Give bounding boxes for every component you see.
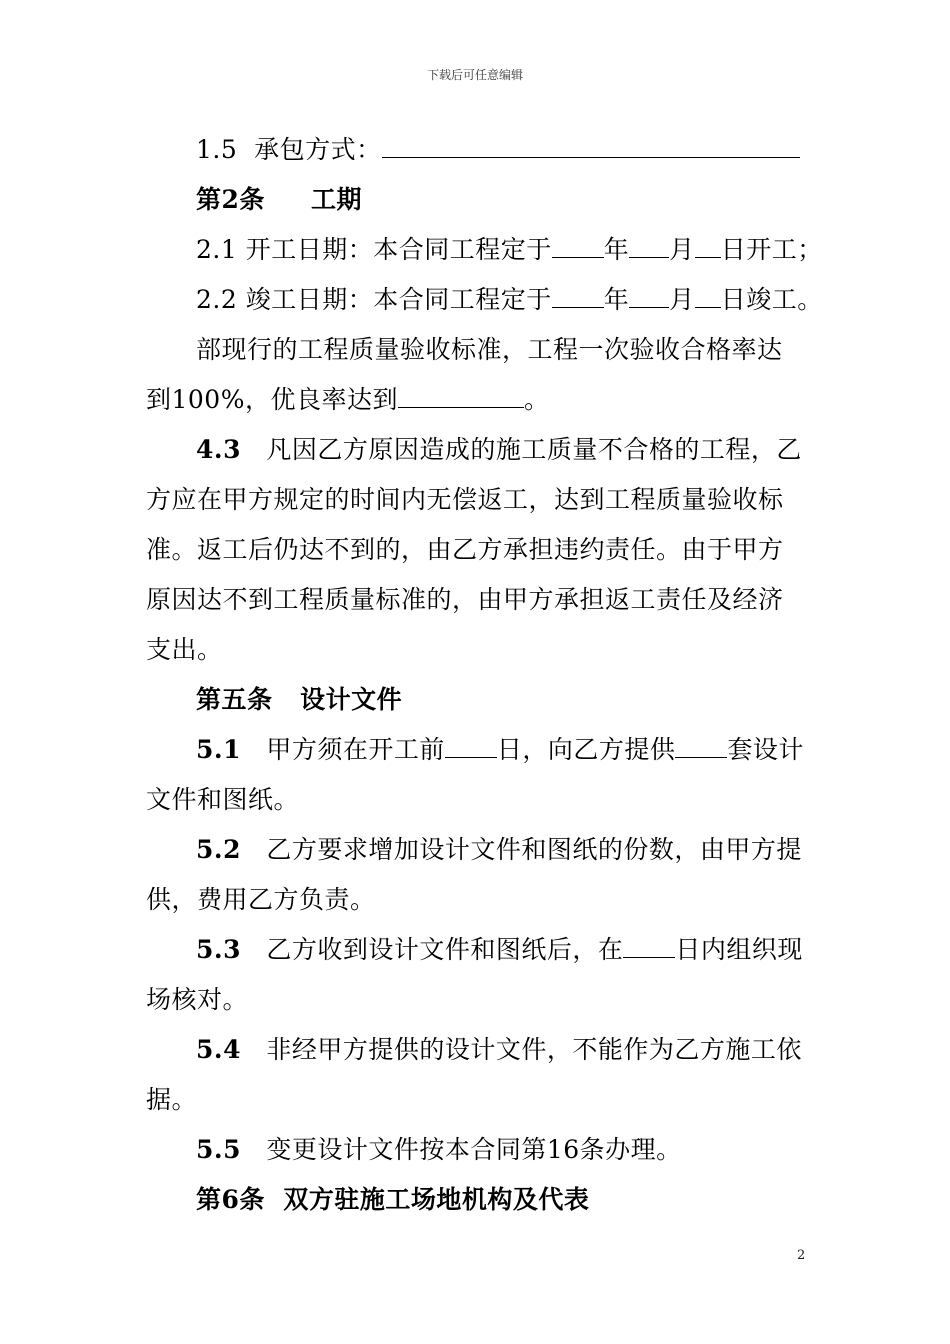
page-header: 下载后可任意编辑 (426, 68, 523, 82)
clause-number: 1.5 (196, 135, 238, 164)
clause-text: 日竣工。 (720, 285, 823, 314)
paragraph-line: 支出。 (146, 635, 223, 664)
clause-text: 竣工日期：本合同工程定于 (245, 285, 552, 314)
article-6-heading (196, 1184, 589, 1216)
blank-field (629, 235, 669, 258)
clause-text: 年 (603, 285, 630, 314)
clause-text: 日，向乙方提供 (496, 735, 676, 764)
clause-text: 承包方式： (254, 135, 382, 164)
clause-number: 5.1 (196, 735, 241, 764)
blank-field (382, 135, 800, 158)
blank-field (675, 735, 727, 758)
clause-text: 乙方收到设计文件和图纸后，在 (266, 935, 624, 964)
clause-number: 2.1 (196, 235, 238, 264)
clause-2-1 (196, 234, 823, 266)
blank-field (629, 285, 669, 308)
clause-number: 5.2 (196, 835, 241, 864)
blank-field (398, 385, 524, 408)
article-number: 第6条 (196, 1185, 265, 1214)
paragraph-line: 准。返工后仍达不到的，由乙方承担违约责任。由于甲方 (146, 535, 784, 564)
clause-4-3 (196, 434, 802, 466)
clause-text: 到100%，优良率达到 (146, 385, 398, 414)
article-5-heading (196, 684, 402, 716)
clause-5-5 (196, 1134, 682, 1166)
blank-field (552, 235, 604, 258)
blank-field (445, 735, 497, 758)
clause-2-2 (196, 284, 823, 316)
page-number: 2 (797, 1248, 806, 1263)
paragraph-line: 供，费用乙方负责。 (146, 885, 376, 914)
clause-text: 变更设计文件按本合同第16条办理。 (266, 1135, 682, 1164)
clause-number: 5.4 (196, 1035, 241, 1064)
clause-text: 月 (669, 285, 695, 314)
clause-text: 乙方要求增加设计文件和图纸的份数，由甲方提 (266, 835, 802, 864)
blank-field (623, 935, 675, 958)
blank-field (695, 285, 721, 308)
clause-number: 5.5 (196, 1135, 241, 1164)
paragraph-line: 原因达不到工程质量标准的，由甲方承担返工责任及经济 (146, 585, 784, 614)
article-title: 设计文件 (300, 685, 403, 714)
clause-5-1 (196, 734, 804, 766)
blank-field (695, 235, 721, 258)
clause-text: 非经甲方提供的设计文件，不能作为乙方施工依 (266, 1035, 802, 1064)
article-2-heading (196, 184, 362, 216)
clause-text: 月 (669, 235, 695, 264)
clause-text: 甲方须在开工前 (266, 735, 445, 764)
clause-number: 2.2 (196, 285, 238, 314)
clause-number: 5.3 (196, 935, 241, 964)
clause-text: 凡因乙方原因造成的施工质量不合格的工程，乙 (266, 435, 802, 464)
paragraph-line: 文件和图纸。 (146, 785, 300, 814)
paragraph-line: 方应在甲方规定的时间内无偿返工，达到工程质量验收标 (146, 485, 784, 514)
clause-text: 日开工； (720, 235, 823, 264)
article-number: 第2条 (196, 185, 265, 214)
clause-text: 日内组织现 (675, 935, 803, 964)
clause-text: 年 (603, 235, 630, 264)
blank-field (552, 285, 604, 308)
article-number: 第五条 (196, 685, 273, 714)
article-title: 工期 (310, 185, 362, 214)
article-title: 双方驻施工场地机构及代表 (283, 1185, 590, 1214)
paragraph-line: 场核对。 (146, 985, 249, 1014)
clause-5-4 (196, 1034, 802, 1066)
clause-text: 。 (523, 385, 550, 414)
clause-text: 套设计 (727, 735, 804, 764)
paragraph-line: 部现行的工程质量验收标准，工程一次验收合格率达 (196, 335, 783, 364)
paragraph-line (146, 384, 550, 416)
clause-1-5 (196, 134, 800, 166)
clause-text: 开工日期：本合同工程定于 (245, 235, 552, 264)
clause-5-2 (196, 834, 802, 866)
paragraph-line: 据。 (146, 1085, 198, 1114)
clause-5-3 (196, 934, 803, 966)
clause-number: 4.3 (196, 435, 241, 464)
